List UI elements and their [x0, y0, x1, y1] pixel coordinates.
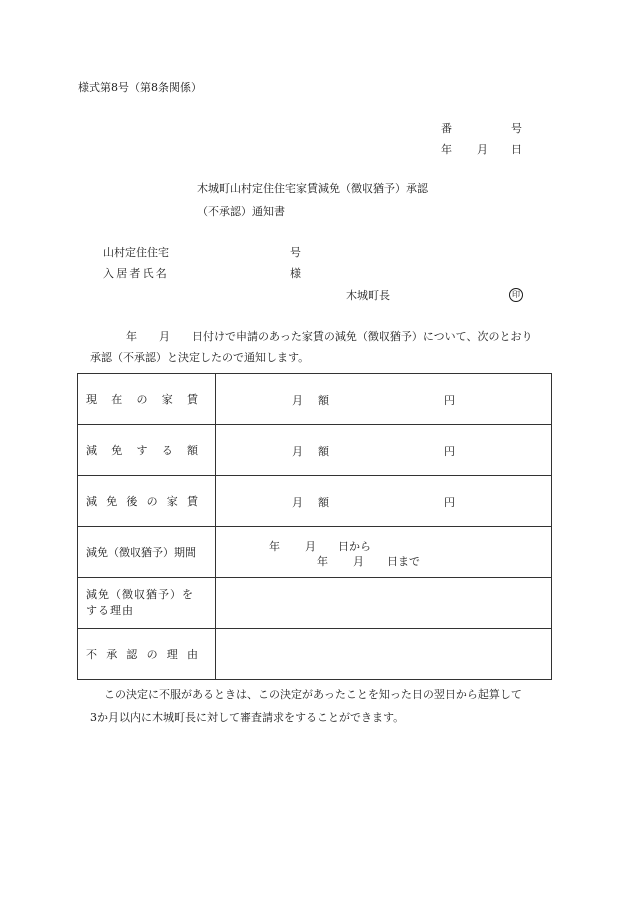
table-row — [78, 476, 552, 527]
period-from: 日から — [338, 540, 371, 553]
table-row — [78, 629, 552, 680]
rejection-reason-char: 認 — [126, 648, 138, 661]
issuer-mayor: 木城町長 — [346, 289, 390, 302]
current-rent-char: 在 — [111, 393, 123, 406]
table-row — [78, 578, 552, 629]
reason-value[interactable] — [216, 578, 552, 629]
application-year: 年 — [126, 330, 137, 343]
form-number: 様式第8号（第8条関係） — [78, 81, 202, 94]
reason-label-line2: する理由 — [86, 604, 134, 617]
current-rent-char: の — [136, 393, 148, 406]
yen-label: 円 — [444, 445, 455, 458]
period-value[interactable] — [216, 527, 552, 578]
monthly-label: 月 — [292, 394, 303, 407]
rent-after-reduction-value[interactable] — [216, 476, 552, 527]
period-until: 日まで — [387, 555, 420, 568]
appeal-notice-line2: 3か月以内に木城町長に対して審査請求をすることができます。 — [90, 711, 405, 724]
period-start-month: 月 — [305, 540, 316, 553]
current-rent-value[interactable] — [216, 374, 552, 425]
period-end-year: 年 — [317, 555, 328, 568]
amount-label: 額 — [318, 394, 329, 407]
details-table — [77, 373, 552, 680]
current-rent-char: 賃 — [187, 393, 198, 406]
reduction-amount-char: 額 — [187, 444, 198, 457]
amount-label: 額 — [318, 496, 329, 509]
period-label: 減免（徴収猶予）期間 — [78, 527, 216, 578]
rent-after-reduction-label — [78, 476, 216, 527]
yen-label: 円 — [444, 496, 455, 509]
monthly-label: 月 — [292, 445, 303, 458]
monthly-label: 月 — [292, 496, 303, 509]
reduction-amount-char: る — [161, 444, 173, 457]
issue-date-month: 月 — [477, 143, 488, 156]
reason-label-line1: 減免（徴収猶予）を — [86, 588, 194, 601]
period-end-month: 月 — [353, 555, 364, 568]
appeal-notice-line1: この決定に不服があるときは、この決定があったことを知った日の翌日から起算して — [104, 688, 522, 701]
reduction-amount-char: 免 — [111, 444, 123, 457]
resident-honorific: 様 — [290, 267, 301, 280]
rejection-reason-label — [78, 629, 216, 680]
rejection-reason-char: 承 — [106, 648, 118, 661]
rent-after-char: 免 — [106, 495, 118, 508]
current-rent-char: 家 — [161, 393, 173, 406]
rejection-reason-value[interactable] — [216, 629, 552, 680]
issue-date-year: 年 — [441, 143, 452, 156]
body-text-1: 日付けで申請のあった家賃の減免（徴収猶予）について、次のとおり — [192, 330, 533, 343]
resident-name-label: 入居者氏名 — [103, 267, 169, 280]
application-month: 月 — [159, 330, 170, 343]
rejection-reason-char: 理 — [166, 648, 178, 661]
rejection-reason-char: 不 — [86, 648, 97, 661]
table-row — [78, 527, 552, 578]
document-title-line2: （不承認）通知書 — [197, 205, 285, 218]
rejection-reason-char: 由 — [186, 648, 198, 661]
amount-label: 額 — [318, 445, 329, 458]
housing-label: 山村定住住宅 — [103, 246, 169, 259]
notice-body-line1 — [126, 331, 532, 342]
reduction-amount-label — [78, 425, 216, 476]
reason-label — [78, 578, 216, 629]
issue-date-day: 日 — [511, 143, 522, 156]
housing-number-suffix: 号 — [290, 246, 301, 259]
reduction-amount-value[interactable] — [216, 425, 552, 476]
rent-after-char: の — [146, 495, 158, 508]
seal-mark: 印 — [509, 288, 523, 302]
current-rent-char: 現 — [86, 393, 97, 406]
period-start-year: 年 — [269, 540, 280, 553]
table-row — [78, 425, 552, 476]
document-number-label: 番 — [441, 122, 452, 135]
document-title-line1: 木城町山村定住住宅家賃減免（徴収猶予）承認 — [197, 182, 428, 195]
document-number-suffix: 号 — [511, 122, 522, 135]
rent-after-char: 賃 — [186, 495, 198, 508]
table-row — [78, 374, 552, 425]
rent-after-char: 家 — [166, 495, 178, 508]
reduction-amount-char: す — [136, 444, 148, 457]
yen-label: 円 — [444, 394, 455, 407]
rent-after-char: 減 — [86, 495, 97, 508]
rent-after-char: 後 — [126, 495, 138, 508]
rejection-reason-char: の — [146, 648, 158, 661]
current-rent-label — [78, 374, 216, 425]
notice-body-line2: 承認（不承認）と決定したので通知します。 — [90, 351, 310, 364]
reduction-amount-char: 減 — [86, 444, 97, 457]
